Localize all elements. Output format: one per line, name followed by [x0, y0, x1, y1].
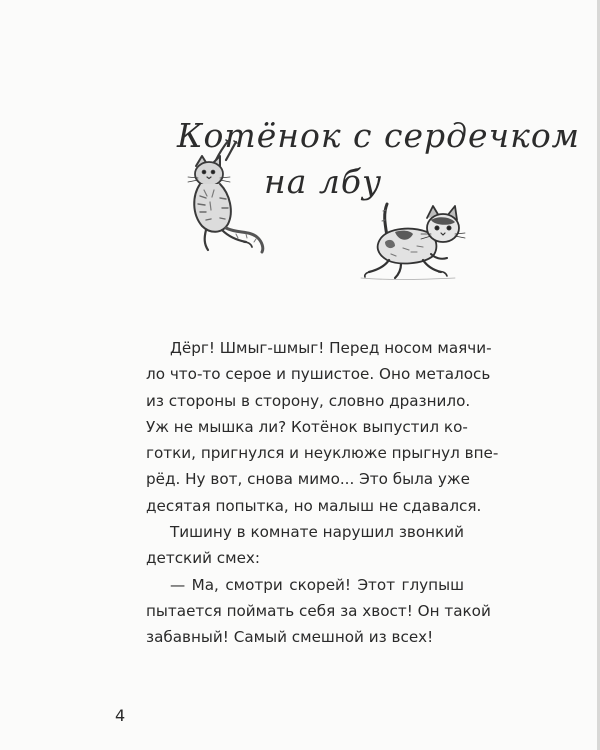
text-line: Тишину в комнате нарушил звонкий	[170, 523, 464, 542]
story-text	[146, 335, 499, 651]
chapter-title-line-2: на лбу	[264, 162, 383, 201]
text-line: ло что-то серое и пушистое. Оно металось	[146, 365, 491, 384]
text-line: — Ма, смотри скорей! Этот глупыш	[170, 575, 464, 594]
kitten-leaping-illustration	[176, 138, 268, 256]
page-number: 4	[115, 706, 126, 725]
text-line: пытается поймать себя за хвост! Он такой	[146, 601, 491, 620]
text-line: десятая попытка, но малыш не сдавался.	[146, 496, 482, 515]
chapter-title-line-1: Котёнок с сердечком	[177, 116, 581, 155]
text-line: Дёрг! Шмыг-шмыг! Перед носом маячи-	[170, 339, 492, 357]
kitten-walking-illustration	[355, 196, 470, 282]
text-line: детский смех:	[146, 549, 261, 568]
text-line: забавный! Самый смешной из всех!	[146, 628, 434, 647]
text-line: Уж не мышка ли? Котёнок выпустил ко-	[146, 417, 468, 436]
text-line: рёд. Ну вот, снова мимо... Это была уже	[146, 470, 470, 489]
text-line: готки, пригнулся и неуклюже прыгнул впе-	[146, 444, 499, 463]
text-line: из стороны в сторону, словно дразнило.	[146, 391, 471, 410]
